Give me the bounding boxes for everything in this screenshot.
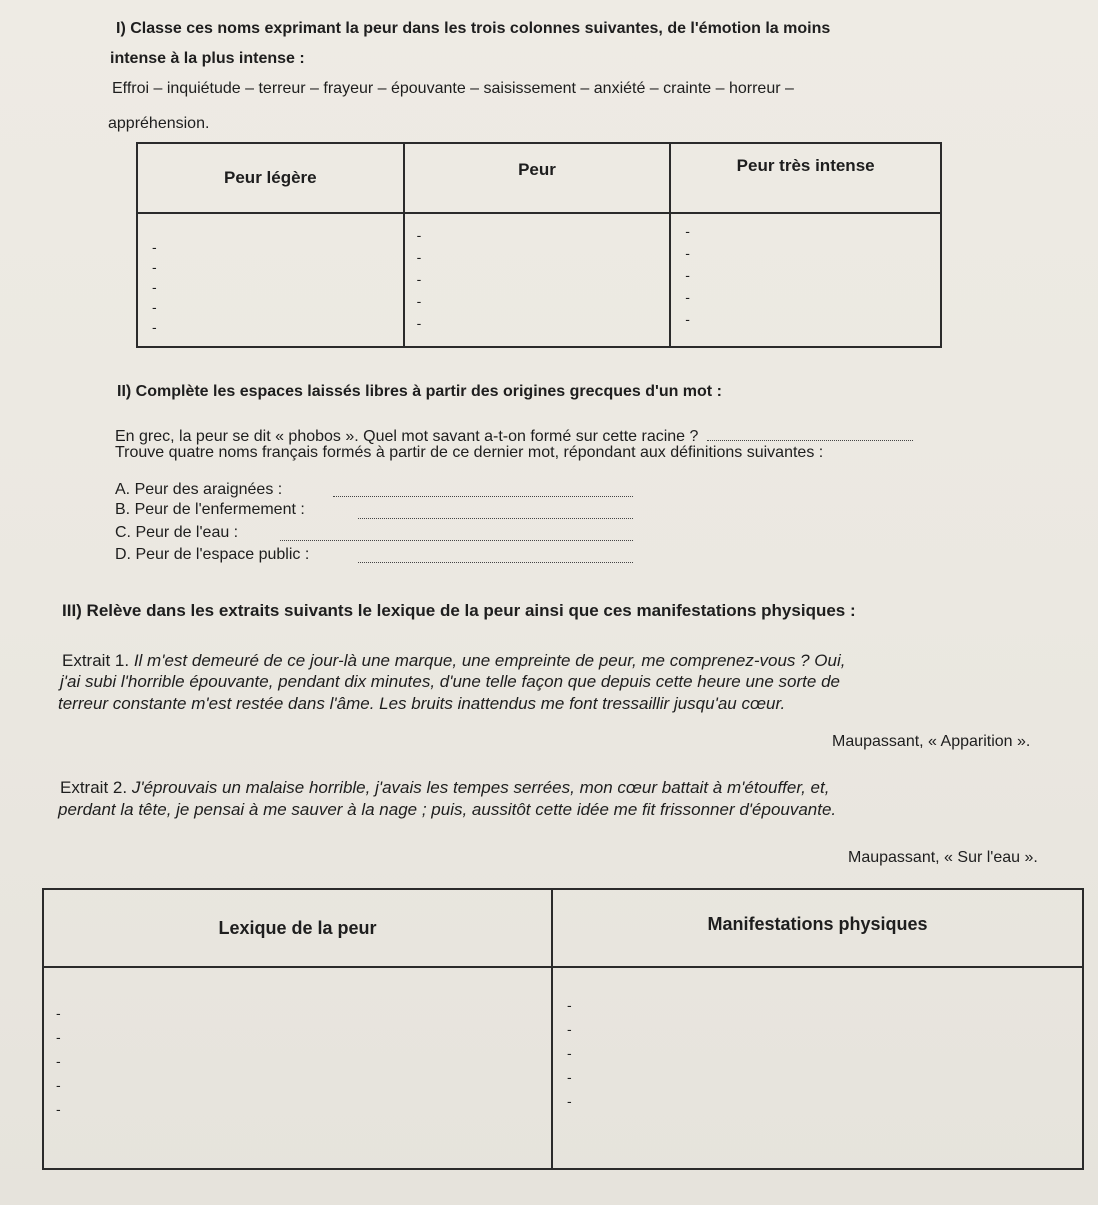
- answer-dash: -: [416, 227, 422, 243]
- answer-blank-c[interactable]: [280, 526, 633, 541]
- phobia-item-b-label: B. Peur de l'enfermement :: [115, 501, 305, 518]
- extract1-label: Extrait 1.: [62, 651, 130, 670]
- extract2-line1: [60, 778, 829, 798]
- extract1-line2: j'ai subi l'horrible épouvante, pendant dix minutes, d'une telle façon que depuis cette heure une sorte de: [60, 672, 840, 691]
- answer-blank-phobie[interactable]: [707, 426, 913, 441]
- word-list-line2: appréhension.: [108, 115, 210, 132]
- header-manifestations: Manifestations physiques: [552, 889, 1083, 967]
- phobia-instruction: Trouve quatre noms français formés à partir de ce dernier mot, répondant aux définitions suivantes :: [115, 444, 824, 461]
- fear-intensity-table: [136, 142, 942, 348]
- answer-dash: -: [416, 315, 422, 331]
- answer-dash: -: [566, 997, 572, 1013]
- section3-heading: III) Relève dans les extraits suivants le lexique de la peur ainsi que ces manifestations physiques :: [62, 601, 856, 620]
- answer-dash: -: [685, 245, 690, 261]
- section1-heading-line1: I) Classe ces noms exprimant la peur dans les trois colonnes suivantes, de l'émotion la moins: [116, 20, 831, 37]
- phobia-item-d: [115, 546, 309, 564]
- answer-dash: -: [685, 311, 690, 327]
- answer-dash: -: [566, 1021, 572, 1037]
- answer-dash: -: [56, 1029, 61, 1045]
- answer-dash: -: [416, 293, 422, 309]
- answer-dash: -: [152, 259, 157, 275]
- answer-cell-col3[interactable]: [670, 213, 941, 347]
- answer-blank-d[interactable]: [358, 548, 633, 563]
- phobia-item-a: [115, 481, 282, 499]
- header-peur-tres-intense: Peur très intense: [670, 143, 941, 213]
- answer-dash: -: [56, 1077, 61, 1093]
- extract2-source: Maupassant, « Sur l'eau ».: [848, 849, 1038, 866]
- answer-cell-col1[interactable]: [137, 213, 404, 347]
- header-lexique: Lexique de la peur: [43, 889, 552, 967]
- answer-blank-b[interactable]: [358, 504, 633, 519]
- answer-dash: -: [56, 1053, 61, 1069]
- header-peur-legere: Peur légère: [137, 143, 404, 213]
- answer-dash: -: [56, 1101, 61, 1117]
- phobia-item-a-label: A. Peur des araignées :: [115, 481, 283, 498]
- lexique-answer-cell[interactable]: [43, 967, 552, 1169]
- extract2-text-line1: J'éprouvais un malaise horrible, j'avais les tempes serrées, mon cœur battait à m'étouffer, et,: [131, 778, 830, 797]
- section2-heading: II) Complète les espaces laissés libres à partir des origines grecques d'un mot :: [117, 383, 722, 400]
- phobia-item-b: [115, 501, 305, 519]
- answer-dash: -: [416, 271, 422, 287]
- answer-dash: -: [152, 319, 157, 335]
- answer-cell-col2[interactable]: [404, 213, 671, 347]
- answer-dash: -: [685, 289, 690, 305]
- lexicon-table: [42, 888, 1084, 1170]
- phobia-item-c: [115, 524, 238, 542]
- extract1-line1: [62, 651, 845, 671]
- section1-heading-line2: intense à la plus intense :: [110, 50, 305, 67]
- answer-dash: -: [416, 249, 422, 265]
- answer-dash: -: [566, 1045, 572, 1061]
- answer-dash: -: [685, 223, 690, 239]
- word-list-line1: Effroi – inquiétude – terreur – frayeur – épouvante – saisissement – anxiété – crainte – horreur –: [112, 80, 794, 97]
- phobia-item-c-label: C. Peur de l'eau :: [115, 524, 239, 541]
- phobos-question-text: En grec, la peur se dit « phobos ». Quel mot savant a-t-on formé sur cette racine ?: [115, 428, 699, 445]
- answer-dash: -: [152, 299, 157, 315]
- manifestations-answer-cell[interactable]: [552, 967, 1083, 1169]
- answer-dash: -: [566, 1069, 572, 1085]
- extract1-line3: terreur constante m'est restée dans l'âme. Les bruits inattendus me font tressaillir jusqu'au cœur.: [58, 694, 786, 713]
- header-peur: Peur: [404, 143, 671, 213]
- answer-dash: -: [685, 267, 690, 283]
- phobia-item-d-label: D. Peur de l'espace public :: [115, 546, 310, 563]
- answer-blank-a[interactable]: [333, 482, 633, 497]
- extract2-line2: perdant la tête, je pensai à me sauver à la nage ; puis, aussitôt cette idée me fit frissonner d'épouvante.: [58, 800, 837, 819]
- extract2-label: Extrait 2.: [60, 778, 128, 797]
- answer-dash: -: [152, 279, 157, 295]
- answer-dash: -: [56, 1005, 61, 1021]
- extract1-text-line1: Il m'est demeuré de ce jour-là une marque, une empreinte de peur, me comprenez-vous ? Oui,: [133, 651, 846, 670]
- answer-dash: -: [566, 1093, 572, 1109]
- extract1-source: Maupassant, « Apparition ».: [832, 733, 1031, 750]
- answer-dash: -: [152, 239, 157, 255]
- phobos-question: [115, 426, 913, 446]
